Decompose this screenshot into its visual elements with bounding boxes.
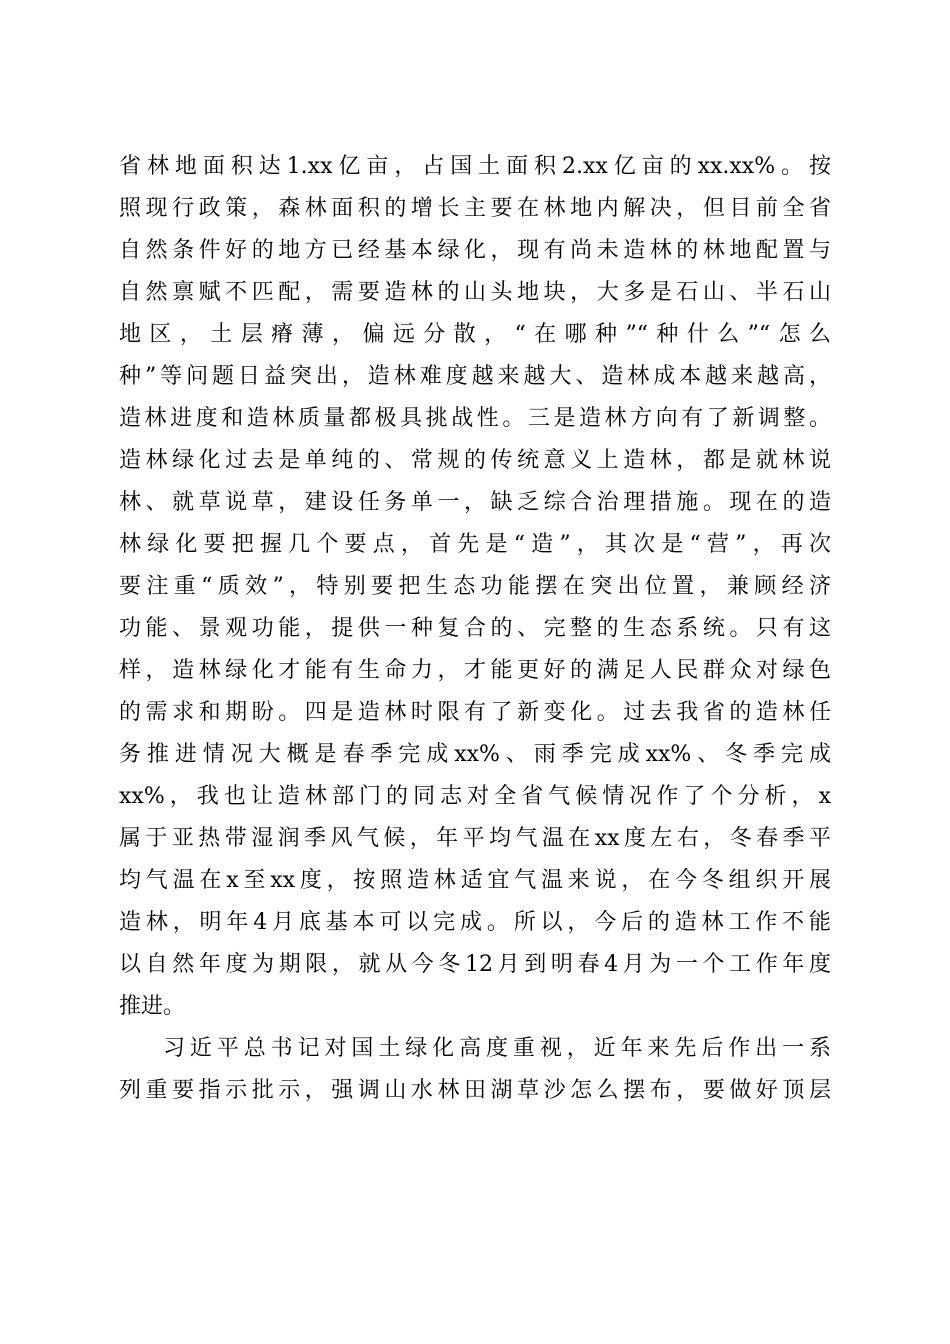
body-text [119, 146, 831, 1112]
text-line: 照现行政策，森林面积的增长主要在林地内解决，但目前全省 [119, 196, 831, 221]
text-line: 的需求和期盼。四是造林时限有了新变化。过去我省的造林任 [119, 700, 831, 725]
text-line: 列重要指示批示，强调山水林田湖草沙怎么摆布，要做好顶层 [119, 1078, 831, 1103]
text-line: 造林绿化过去是单纯的、常规的传统意义上造林，都是就林说 [119, 448, 831, 473]
text-line: 林、就草说草，建设任务单一，缺乏综合治理措施。现在的造 [119, 490, 831, 515]
text-line: 造林，明年4月底基本可以完成。所以，今后的造林工作不能 [119, 910, 831, 935]
text-line: 属于亚热带湿润季风气候，年平均气温在xx度左右，冬春季平 [119, 826, 831, 851]
paragraph-first-line: 习近平总书记对国土绿化高度重视，近年来先后作出一系 [163, 1036, 831, 1061]
paragraph-end-line: 推进。 [119, 994, 186, 1019]
text-line: 要注重“质效”，特别要把生态功能摆在突出位置，兼顾经济 [119, 574, 831, 599]
text-line: 务推进情况大概是春季完成xx%、雨季完成xx%、冬季完成 [119, 742, 831, 767]
text-line: 功能、景观功能，提供一种复合的、完整的生态系统。只有这 [119, 616, 831, 641]
text-line: 林绿化要把握几个要点，首先是“造”，其次是“营”，再次 [119, 532, 831, 557]
text-line: 地区，土层瘠薄，偏远分散，“在哪种”“种什么”“怎么 [119, 322, 831, 347]
text-line: 种”等问题日益突出，造林难度越来越大、造林成本越来越高， [119, 364, 831, 389]
text-line: xx%，我也让造林部门的同志对全省气候情况作了个分析，x [119, 784, 831, 809]
text-line: 自然禀赋不匹配，需要造林的山头地块，大多是石山、半石山 [119, 280, 831, 305]
text-line: 样，造林绿化才能有生命力，才能更好的满足人民群众对绿色 [119, 658, 831, 683]
text-line: 省林地面积达1.xx亿亩，占国土面积2.xx亿亩的xx.xx%。按 [119, 154, 831, 179]
text-line: 自然条件好的地方已经基本绿化，现有尚未造林的林地配置与 [119, 238, 831, 263]
text-line: 均气温在x至xx度，按照造林适宜气温来说，在今冬组织开展 [119, 868, 831, 893]
text-line: 造林进度和造林质量都极具挑战性。三是造林方向有了新调整。 [119, 406, 831, 431]
text-line: 以自然年度为期限，就从今冬12月到明春4月为一个工作年度 [119, 952, 831, 977]
